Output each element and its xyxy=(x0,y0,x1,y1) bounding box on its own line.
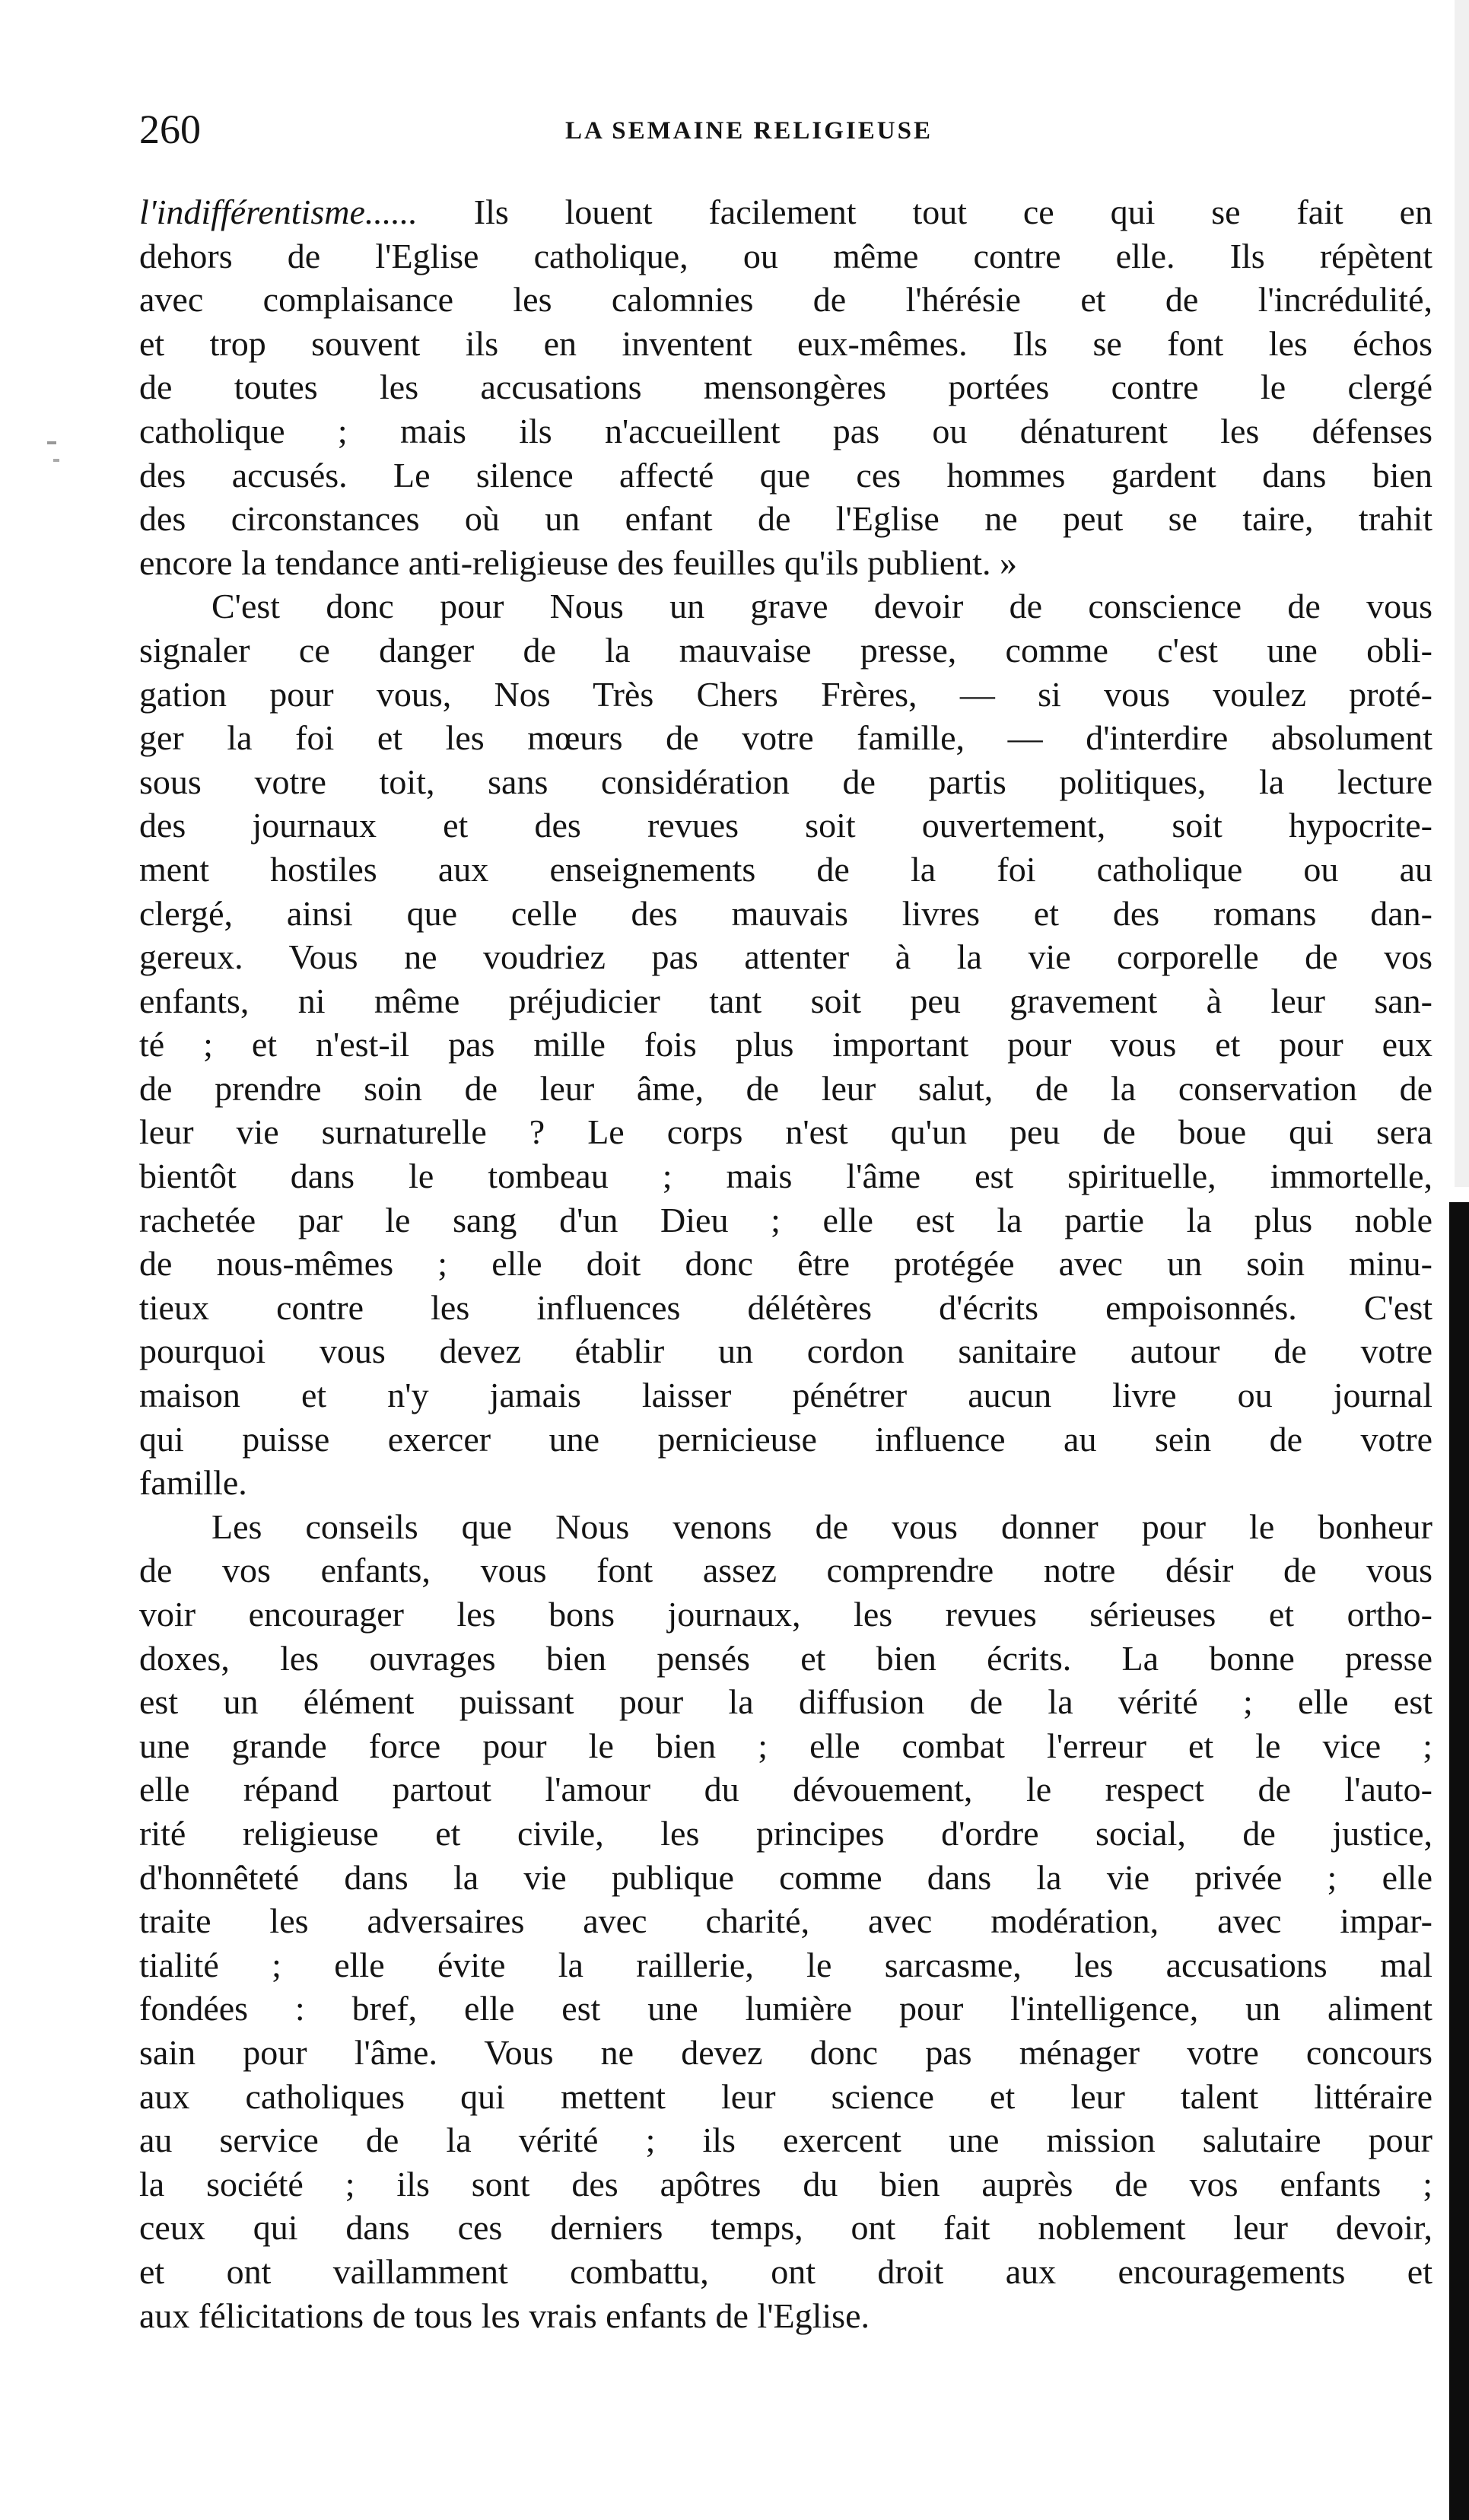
line-text: d'honnêteté dans la vie publique comme dans la vie privée ; elle xyxy=(139,1857,1432,1897)
line-text: Les conseils que Nous venons de vous donner pour le bonheur xyxy=(211,1507,1432,1546)
line-text: Ils louent facilement tout ce qui se fait en xyxy=(417,192,1432,231)
text-line xyxy=(139,1724,1432,1768)
line-text: ment hostiles aux enseignements de la foi catholique ou au xyxy=(139,849,1432,889)
text-line xyxy=(139,2075,1432,2119)
page-edge-shadow xyxy=(1455,0,1469,1187)
line-text: qui puisse exercer une pernicieuse influence au sein de votre xyxy=(139,1419,1432,1459)
text-line xyxy=(139,1505,1432,1549)
line-text: tieux contre les influences délétères d'écrits empoisonnés. C'est xyxy=(139,1287,1432,1327)
line-text: et ont vaillamment combattu, ont droit aux encouragements et xyxy=(139,2251,1432,2291)
text-line xyxy=(139,1198,1432,1242)
line-text: rité religieuse et civile, les principes d'ordre social, de justice, xyxy=(139,1813,1432,1853)
text-line xyxy=(139,803,1432,848)
italic-term: l'indifférentisme...... xyxy=(139,192,418,231)
text-line xyxy=(139,1461,1432,1505)
text-line xyxy=(139,628,1432,673)
line-text: sain pour l'âme. Vous ne devez donc pas ménager votre concours xyxy=(139,2032,1432,2072)
line-text: famille. xyxy=(139,1463,247,1503)
text-line xyxy=(139,1373,1432,1418)
line-text: de vos enfants, vous font assez comprendre notre désir de vous xyxy=(139,1551,1432,1590)
text-line xyxy=(139,1023,1432,1067)
text-line xyxy=(139,1067,1432,1111)
body-text xyxy=(139,190,1432,2337)
text-line xyxy=(139,2031,1432,2075)
text-line xyxy=(139,1329,1432,1373)
line-text: pourquoi vous devez établir un cordon sanitaire autour de votre xyxy=(139,1332,1432,1371)
text-line xyxy=(139,760,1432,804)
text-line xyxy=(139,1637,1432,1681)
text-line xyxy=(139,234,1432,278)
line-text: des accusés. Le silence affecté que ces hommes gardent dans bien xyxy=(139,455,1432,495)
text-line xyxy=(139,673,1432,717)
text-line xyxy=(139,1592,1432,1637)
text-line xyxy=(139,1110,1432,1154)
text-line xyxy=(139,278,1432,322)
text-line xyxy=(139,1768,1432,1812)
text-line xyxy=(139,892,1432,936)
line-text: bientôt dans le tombeau ; mais l'âme est spirituelle, immortelle, xyxy=(139,1157,1432,1196)
text-line xyxy=(139,584,1432,628)
text-line xyxy=(139,409,1432,453)
text-line xyxy=(139,1548,1432,1592)
line-text: gereux. Vous ne voudriez pas attenter à la vie corporelle de vos xyxy=(139,937,1432,977)
line-text: est un élément puissant pour la diffusion de la vérité ; elle est xyxy=(139,1682,1432,1722)
text-line xyxy=(139,1680,1432,1724)
line-text: une grande force pour le bien ; elle combat l'erreur et le vice ; xyxy=(139,1726,1432,1765)
line-text: aux catholiques qui mettent leur science et leur talent littéraire xyxy=(139,2076,1432,2116)
line-text: de nous-mêmes ; elle doit donc être protégée avec un soin minu- xyxy=(139,1244,1432,1284)
text-line xyxy=(139,2294,1432,2338)
line-text: enfants, ni même préjudicier tant soit peu gravement à leur san- xyxy=(139,981,1432,1020)
text-line xyxy=(139,1286,1432,1330)
line-text: ger la foi et les mœurs de votre famille, — d'interdire absolument xyxy=(139,718,1432,758)
text-line xyxy=(139,2206,1432,2250)
line-text: et trop souvent ils en inventent eux-mêmes. Ils se font les échos xyxy=(139,323,1432,363)
text-line xyxy=(139,2118,1432,2162)
line-text: maison et n'y jamais laisser pénétrer aucun livre ou journal xyxy=(139,1376,1432,1415)
line-text: des journaux et des revues soit ouvertement, soit hypocrite- xyxy=(139,806,1432,845)
line-text: traite les adversaires avec charité, avec modération, avec impar- xyxy=(139,1901,1432,1941)
line-text: C'est donc pour Nous un grave devoir de conscience de vous xyxy=(211,587,1432,626)
margin-speck xyxy=(47,441,56,444)
text-line xyxy=(139,541,1432,585)
page-edge-binding xyxy=(1449,1202,1469,2520)
text-line xyxy=(139,1812,1432,1856)
line-text: aux félicitations de tous les vrais enfants de l'Eglise. xyxy=(139,2296,870,2335)
line-text: té ; et n'est-il pas mille fois plus important pour vous et pour eux xyxy=(139,1025,1432,1064)
text-line xyxy=(139,2250,1432,2294)
line-text: la société ; ils sont des apôtres du bien auprès de vos enfants ; xyxy=(139,2164,1432,2203)
line-text: doxes, les ouvrages bien pensés et bien écrits. La bonne presse xyxy=(139,1638,1432,1678)
text-line xyxy=(139,935,1432,979)
text-line xyxy=(139,1856,1432,1900)
text-line xyxy=(139,190,1432,234)
text-line xyxy=(139,497,1432,541)
margin-speck xyxy=(53,459,59,462)
page-number: 260 xyxy=(139,107,201,152)
line-text: gation pour vous, Nos Très Chers Frères, — si vous voulez proté- xyxy=(139,674,1432,714)
line-text: leur vie surnaturelle ? Le corps n'est qu'un peu de boue qui sera xyxy=(139,1112,1432,1152)
line-text: rachetée par le sang d'un Dieu ; elle est la partie la plus noble xyxy=(139,1200,1432,1239)
text-line xyxy=(139,322,1432,366)
text-line xyxy=(139,2162,1432,2207)
running-head xyxy=(139,107,1372,167)
line-text: catholique ; mais ils n'accueillent pas ou dénaturent les défenses xyxy=(139,411,1432,450)
text-line xyxy=(139,365,1432,409)
line-text: signaler ce danger de la mauvaise presse, comme c'est une obli- xyxy=(139,630,1432,670)
line-text: fondées : bref, elle est une lumière pour l'intelligence, un aliment xyxy=(139,1989,1432,2028)
text-line xyxy=(139,979,1432,1023)
line-text: avec complaisance les calomnies de l'hérésie et de l'incrédulité, xyxy=(139,280,1432,320)
text-line xyxy=(139,848,1432,892)
line-text: de prendre soin de leur âme, de leur salut, de la conservation de xyxy=(139,1068,1432,1108)
line-text: de toutes les accusations mensongères portées contre le clergé xyxy=(139,368,1432,407)
line-text: dehors de l'Eglise catholique, ou même contre elle. Ils répètent xyxy=(139,236,1432,275)
text-line xyxy=(139,716,1432,760)
line-text: voir encourager les bons journaux, les revues sérieuses et ortho- xyxy=(139,1595,1432,1634)
line-text: sous votre toit, sans considération de partis politiques, la lecture xyxy=(139,762,1432,801)
line-text: clergé, ainsi que celle des mauvais livres et des romans dan- xyxy=(139,893,1432,933)
text-line xyxy=(139,453,1432,498)
text-line xyxy=(139,1899,1432,1943)
text-line xyxy=(139,1418,1432,1462)
line-text: elle répand partout l'amour du dévouement, le respect de l'auto- xyxy=(139,1770,1432,1809)
text-line xyxy=(139,1943,1432,1987)
line-text: encore la tendance anti-religieuse des feuilles qu'ils publient. » xyxy=(139,542,1018,582)
text-line xyxy=(139,1242,1432,1286)
line-text: des circonstances où un enfant de l'Eglise ne peut se taire, trahit xyxy=(139,499,1432,539)
text-line xyxy=(139,1987,1432,2031)
line-text: au service de la vérité ; ils exercent une mission salutaire pour xyxy=(139,2121,1432,2160)
line-text: ceux qui dans ces derniers temps, ont fait noblement leur devoir, xyxy=(139,2208,1432,2248)
line-text: tialité ; elle évite la raillerie, le sarcasme, les accusations mal xyxy=(139,1945,1432,1984)
text-line xyxy=(139,1154,1432,1198)
journal-title: LA SEMAINE RELIGIEUSE xyxy=(565,117,933,145)
